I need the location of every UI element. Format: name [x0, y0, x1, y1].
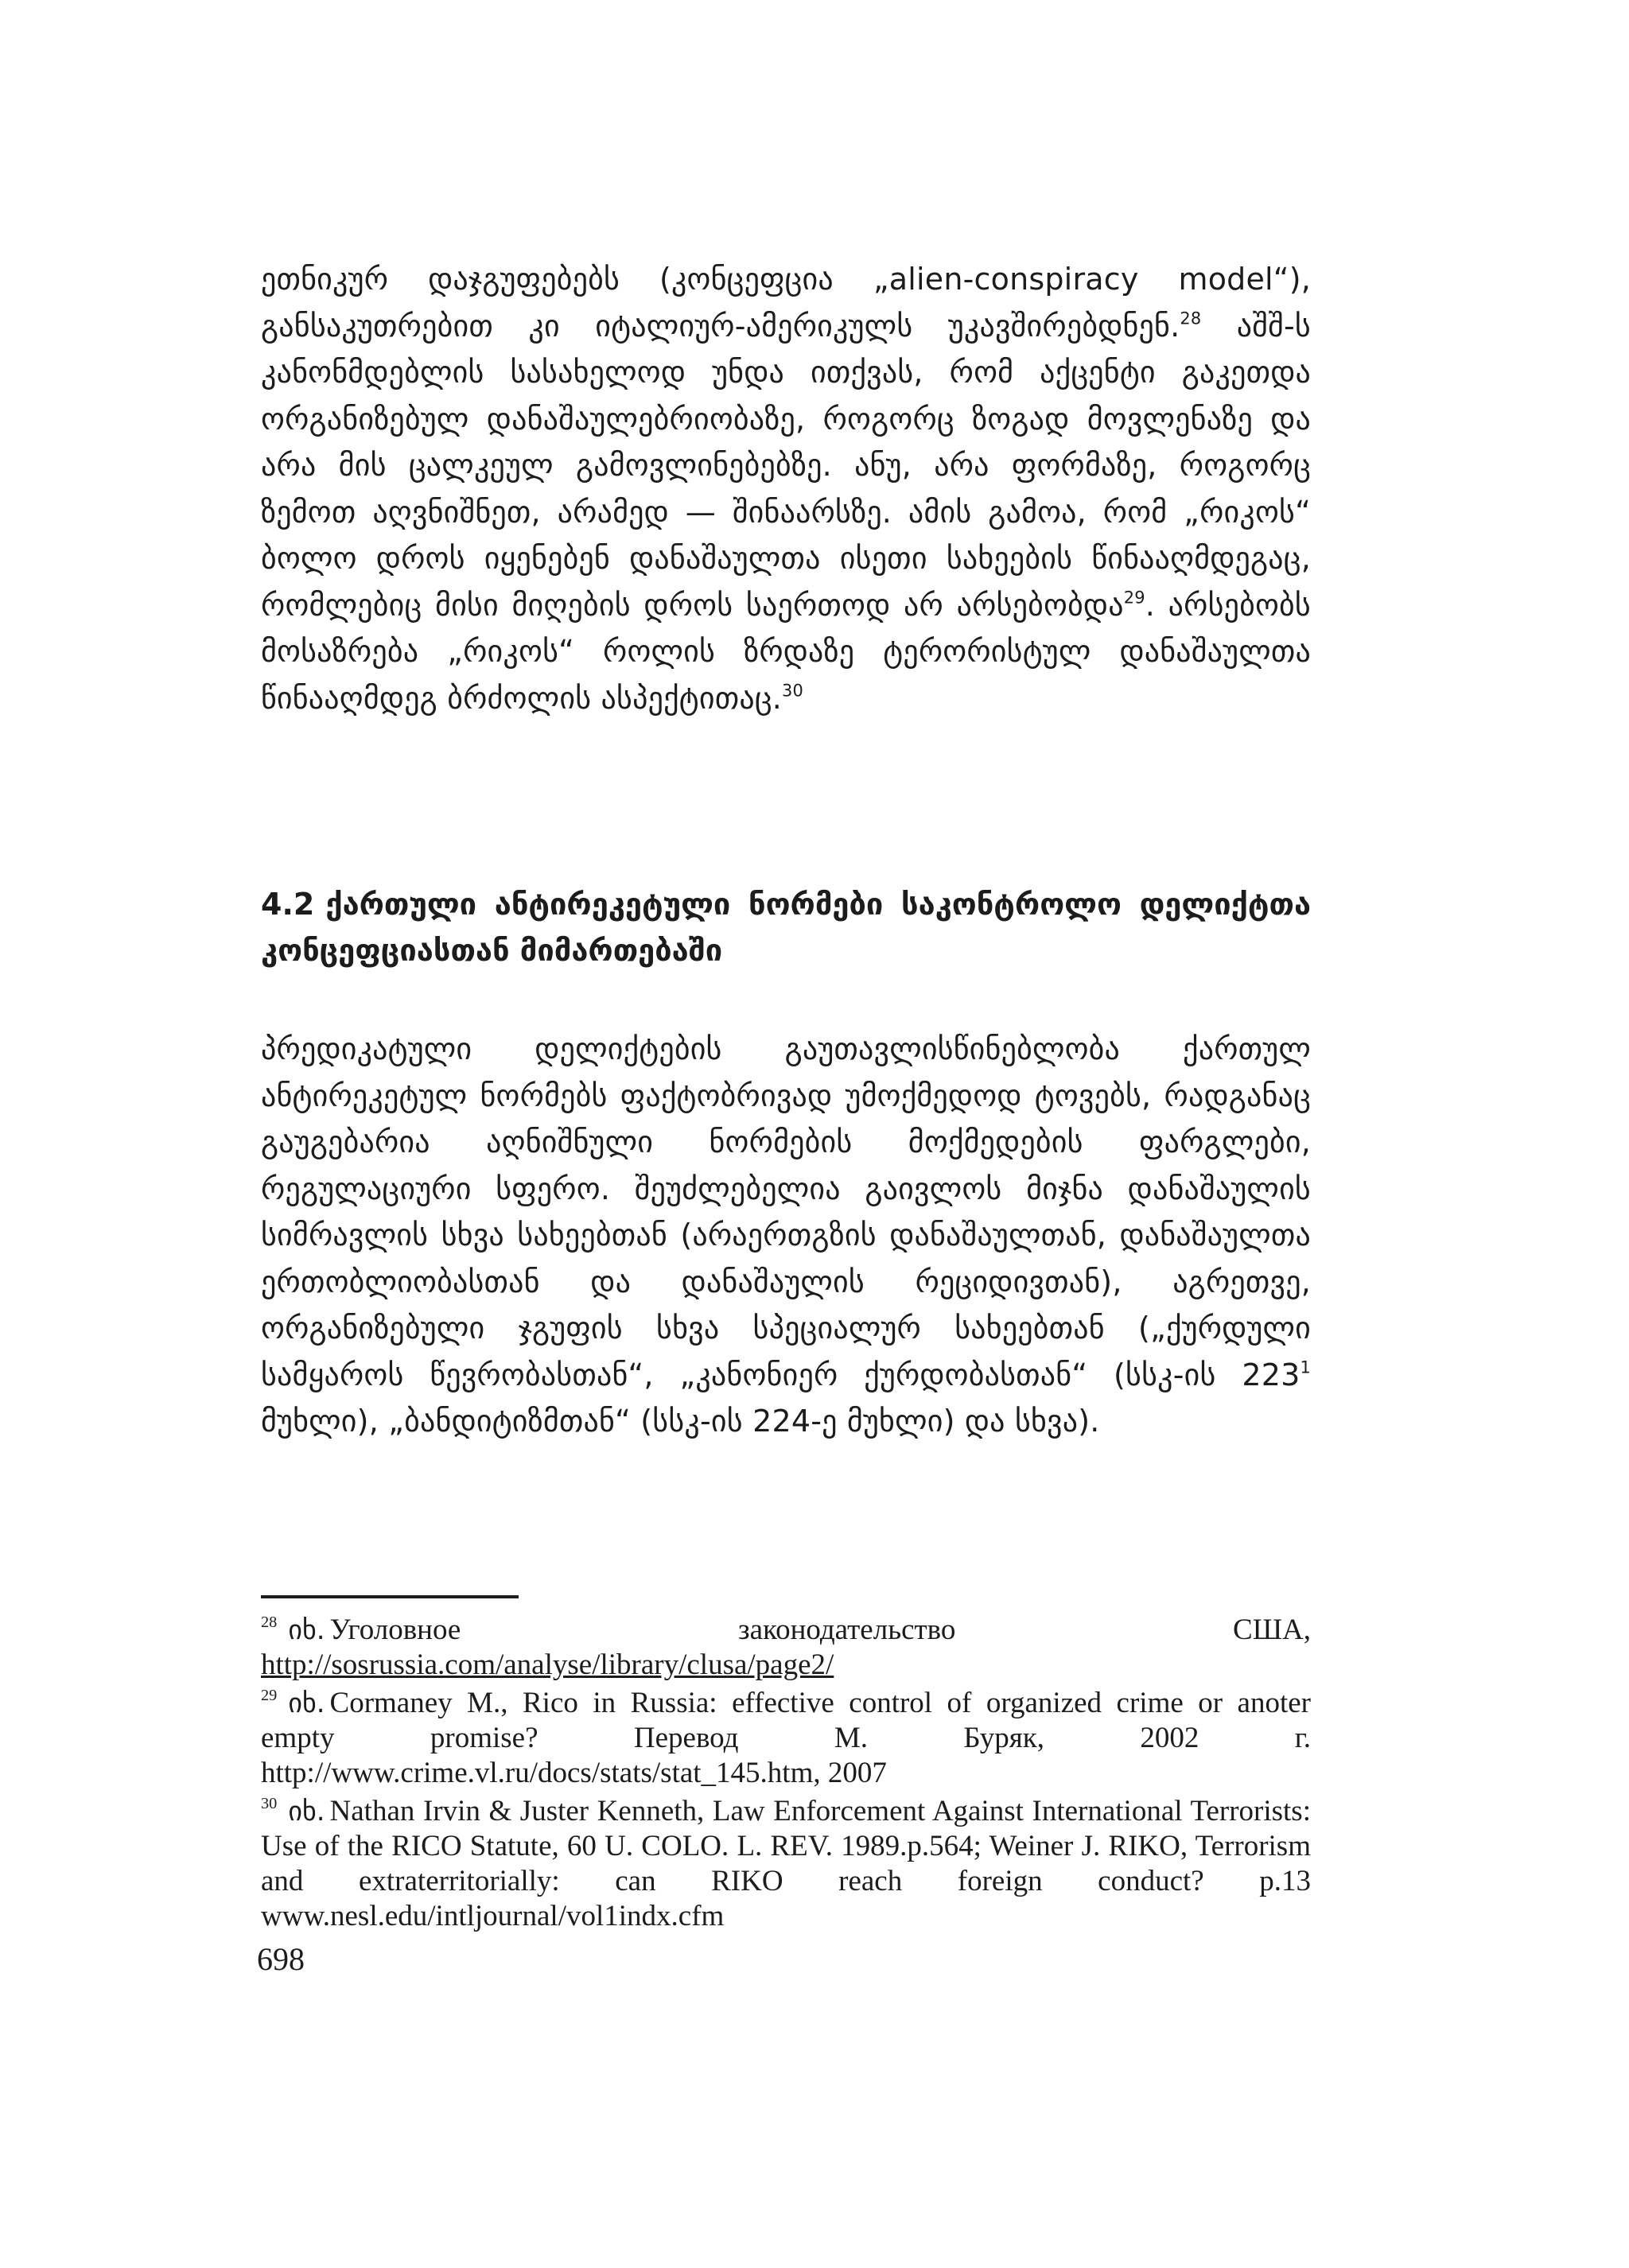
- section-number: 4.2: [261, 887, 315, 922]
- footnote-30: [261, 1794, 1311, 1934]
- footnote-ref-28: 28: [1180, 308, 1202, 328]
- paragraph-1-text-b: აშშ-ს კანონმდებლის სასახელოდ უნდა ითქვას, რომ აქცენტი გაკეთდა ორგანიზებულ დანაშაულებრიობაზე, როგორც ზოგად მოვლენაზე და არა მის ცალკეულ გამოვლინებებზე. ანუ, არა ფორმაზე, როგორც ზემოთ აღვნიშნეთ, არამედ — შინაარსზე. ამის გამოა, რომ „რიკოს“ ბოლო დროს იყენებენ დანაშაულთა ისეთი სახეების წინააღმდეგაც, რომლებიც მისი მიღების დროს საერთოდ არ არსებობდა: [261, 308, 1311, 623]
- body-paragraph-2: [261, 1026, 1311, 1445]
- paragraph-2-text-b: მუხლი), „ბანდიტიზმთან“ (სსკ-ის 224-ე მუხლი) და სხვა).: [261, 1404, 1100, 1439]
- section-heading: [261, 881, 1311, 973]
- footnote-number: 30: [261, 1794, 278, 1812]
- paragraph-2-text-a: პრედიკატული დელიქტების გაუთავლისწინებლობა ქართულ ანტირეკეტულ ნორმებს ფაქტობრივად უმოქმედოდ ტოვებს, რადგანაც გაუგებარია აღნიშნული ნორმების მოქმედების ფარგლები, რეგულაციური სფერო. შეუძლებელია გაივლოს მიჯნა დანაშაულის სიმრავლის სხვა სახეებთან (არაერთგზის დანაშაულთან, დანაშაულთა ერთობლიობასთან და დანაშაულის რეციდივთან), აგრეთვე, ორგანიზებული ჯგუფის სხვა სპეციალურ სახეებთან („ქურდული სამყაროს წევრობასთან“, „კანონიერ ქურდობასთან“ (სსკ-ის 223: [261, 1031, 1311, 1392]
- footnote-prefix: იხ.: [288, 1614, 325, 1646]
- footnote-text: Cormaney M., Rico in Russia: effective control of organized crime or anoter empty promise? Перевод М. Буряк, 2002 г. http://www.crime.vl.ru/docs/stats/stat_145.htm, 2007: [261, 1687, 1311, 1789]
- footnote-number: 28: [261, 1613, 278, 1631]
- paragraph-1-text-c: . არსებობს მოსაზრება „რიკოს“ როლის ზრდაზე ტერორისტულ დანაშაულთა წინააღმდეგ ბრძოლის ასპექტითაც.: [261, 587, 1311, 716]
- paragraph-1-text-a: ეთნიკურ დაჯგუფებებს (კონცეფცია „alien-conspiracy model“), განსაკუთრებით კი იტალიურ-ამერიკულს უკავშირებდნენ.: [261, 262, 1311, 344]
- footnotes: [261, 1613, 1311, 1937]
- footnote-number: 29: [261, 1686, 278, 1704]
- footnote-28: [261, 1613, 1311, 1683]
- article-superscript: 1: [1300, 1357, 1311, 1377]
- footnote-ref-30: 30: [782, 680, 803, 700]
- footnote-ref-29: 29: [1123, 587, 1145, 607]
- footnote-29: [261, 1686, 1311, 1791]
- page-number: 698: [257, 1941, 305, 1977]
- footnote-text: Уголовное законодательство США,: [329, 1614, 1311, 1646]
- footnote-prefix: იხ.: [288, 1687, 325, 1719]
- footnote-separator: [261, 1595, 519, 1598]
- footnote-link[interactable]: http://sosrussia.com/analyse/library/clusa/page2/: [261, 1649, 834, 1681]
- footnote-prefix: იხ.: [288, 1796, 325, 1827]
- footnote-text: Nathan Irvin & Juster Kenneth, Law Enforcement Against International Terrorists: Use of the RICO Statute, 60 U. COLO. L. REV. 1989.p.564; Weiner J. RIKO, Terrorism and extraterritorially: can RIKO reach foreign conduct? p.13 www.nesl.edu/intljournal/vol1indx.cfm: [261, 1795, 1311, 1932]
- section-title: ქართული ანტირეკეტული ნორმები საკონტროლო დელიქტთა კონცეფციასთან მიმართებაში: [261, 887, 1311, 968]
- body-paragraph-1: [261, 256, 1311, 721]
